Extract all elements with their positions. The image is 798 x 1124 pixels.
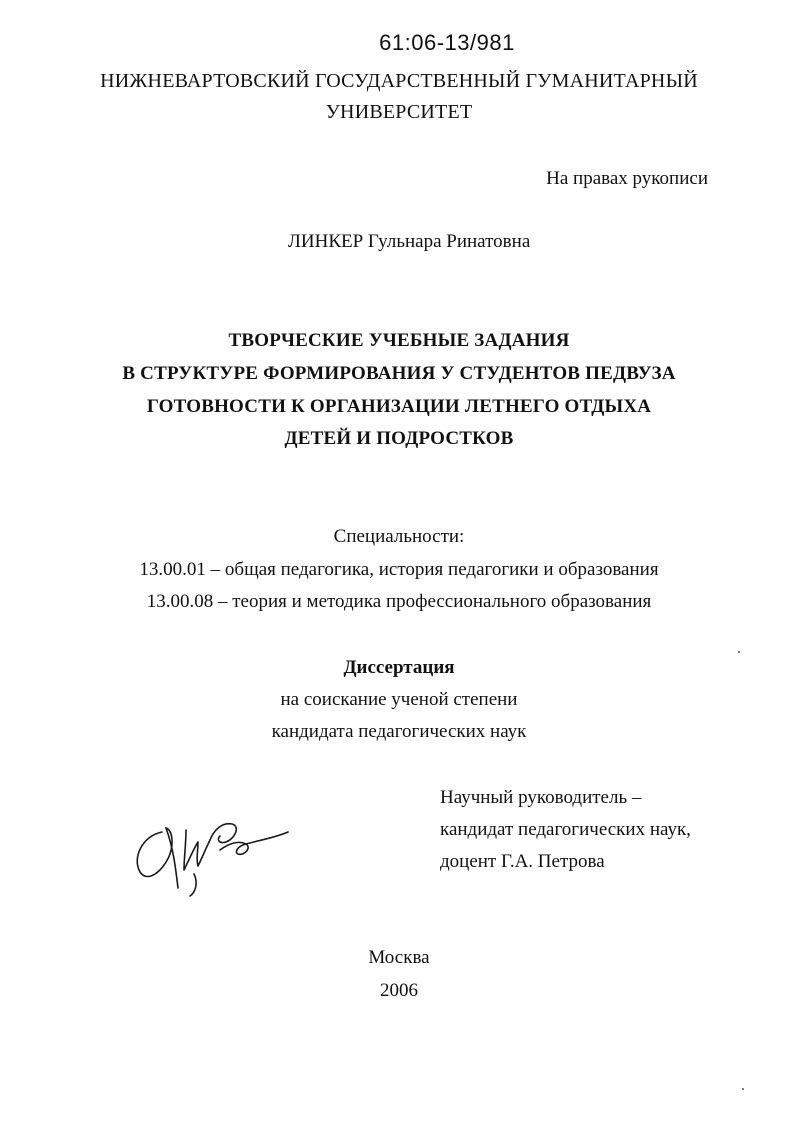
manuscript-note: На правах рукописи (546, 168, 708, 189)
signature-icon (128, 810, 298, 900)
scan-speck (738, 651, 740, 653)
dissertation-heading: Диссертация (343, 657, 455, 678)
specialties-heading: Специальности: (333, 526, 465, 547)
dissertation-degree-line2: кандидата педагогических наук (271, 721, 527, 742)
scan-speck (742, 1088, 744, 1090)
author-name: ЛИНКЕР Гульнара Ринатовна (288, 231, 531, 252)
title-line-4: ДЕТЕЙ И ПОДРОСТКОВ (284, 428, 514, 449)
dissertation-degree-line1: на соискание ученой степени (280, 689, 518, 710)
year: 2006 (380, 980, 418, 1001)
title-line-3: ГОТОВНОСТИ К ОРГАНИЗАЦИИ ЛЕТНЕГО ОТДЫХА (146, 396, 652, 417)
supervisor-name: доцент Г.А. Петрова (440, 851, 605, 872)
university-name-line1: НИЖНЕВАРТОВСКИЙ ГОСУДАРСТВЕННЫЙ ГУМАНИТАРНЫЙ (100, 70, 698, 92)
university-name-line2: УНИВЕРСИТЕТ (325, 101, 473, 123)
supervisor-role: Научный руководитель – (440, 787, 642, 808)
registration-number: 61:06-13/981 (379, 30, 515, 55)
supervisor-degree: кандидат педагогических наук, (440, 819, 691, 840)
city: Москва (368, 947, 430, 968)
specialty-item: 13.00.01 – общая педагогика, история педагогики и образования (139, 559, 659, 580)
specialty-item: 13.00.08 – теория и методика профессионального образования (146, 591, 652, 612)
title-line-2: В СТРУКТУРЕ ФОРМИРОВАНИЯ У СТУДЕНТОВ ПЕДВУЗА (122, 363, 676, 384)
title-line-1: ТВОРЧЕСКИЕ УЧЕБНЫЕ ЗАДАНИЯ (228, 330, 570, 351)
